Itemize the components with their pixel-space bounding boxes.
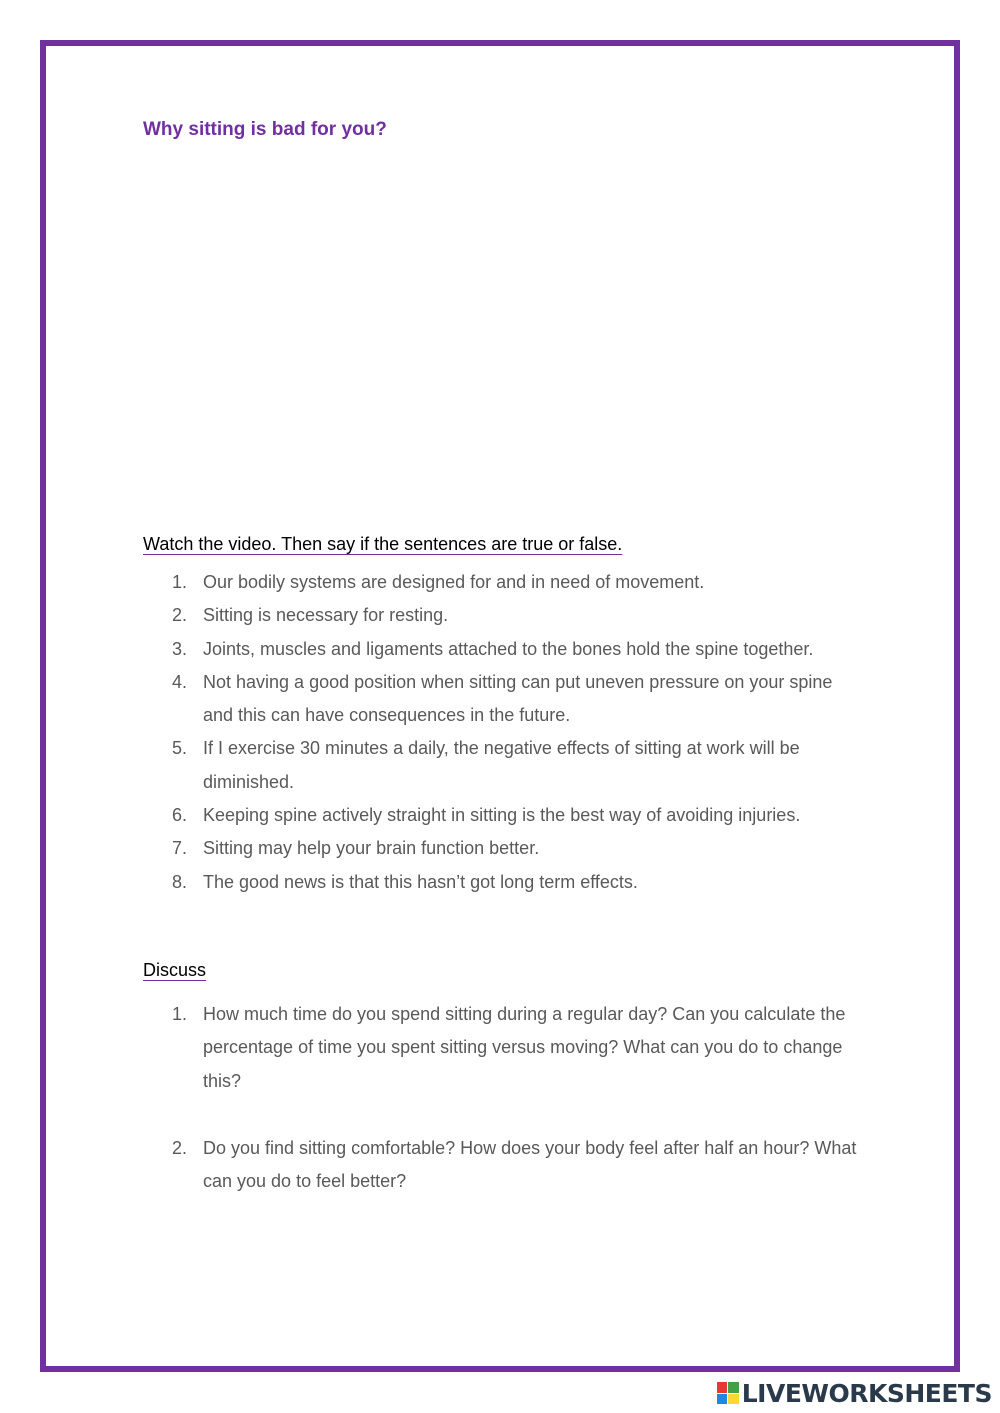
statement-item: [143, 666, 863, 733]
instructions-heading: Watch the video. Then say if the sentences are true or false.: [143, 534, 623, 554]
statement-text: Keeping spine actively straight in sitting is the best way of avoiding injuries.: [203, 805, 801, 826]
statement-item: [143, 732, 863, 799]
liveworksheets-logo: [717, 1379, 992, 1407]
discussion-text: Do you find sitting comfortable? How does your body feel after half an hour? What can you do to feel better?: [203, 1137, 857, 1192]
statement-number: 7.: [172, 838, 188, 859]
statement-item: [143, 799, 863, 832]
statement-text: The good news is that this hasn’t got long term effects.: [203, 871, 638, 892]
statement-number: 6.: [172, 805, 188, 826]
statement-text: Our bodily systems are designed for and in need of movement.: [203, 572, 705, 592]
statement-text: Sitting may help your brain function better.: [203, 838, 540, 859]
discussion-number: 1.: [172, 1004, 188, 1024]
statement-item: [143, 832, 863, 865]
statement-number: 5.: [172, 738, 188, 759]
discussion-list: [143, 998, 863, 1198]
discussion-item: [143, 998, 863, 1098]
worksheet-title: Why sitting is bad for you?: [143, 119, 387, 140]
statement-text: If I exercise 30 minutes a daily, the negative effects of sitting at work will be diminished.: [203, 738, 800, 792]
true-false-list: [143, 566, 863, 899]
statement-item: [143, 566, 863, 599]
statement-number: 8.: [172, 871, 188, 892]
statement-number: 3.: [172, 638, 188, 659]
discussion-item: [143, 1132, 863, 1199]
statement-item: [143, 599, 863, 632]
discussion-text: How much time do you spend sitting during a regular day? Can you calculate the percentage of time you spent sitting versus moving? What can you do to change this?: [203, 1004, 846, 1091]
logo-text: LIVEWORKSHEETS: [741, 1378, 992, 1408]
statement-item: [143, 866, 863, 899]
statement-number: 2.: [172, 605, 188, 626]
statement-number: 1.: [172, 572, 188, 592]
statement-text: Sitting is necessary for resting.: [203, 605, 449, 626]
statement-number: 4.: [172, 671, 188, 692]
statement-item: [143, 633, 863, 666]
liveworksheets-logo-icon: [717, 1382, 739, 1404]
discussion-number: 2.: [172, 1137, 188, 1158]
statement-text: Not having a good position when sitting can put uneven pressure on your spine and this can have consequences in the future.: [203, 671, 833, 726]
discuss-heading: Discuss: [143, 960, 207, 980]
statement-text: Joints, muscles and ligaments attached to the bones hold the spine together.: [203, 638, 814, 659]
